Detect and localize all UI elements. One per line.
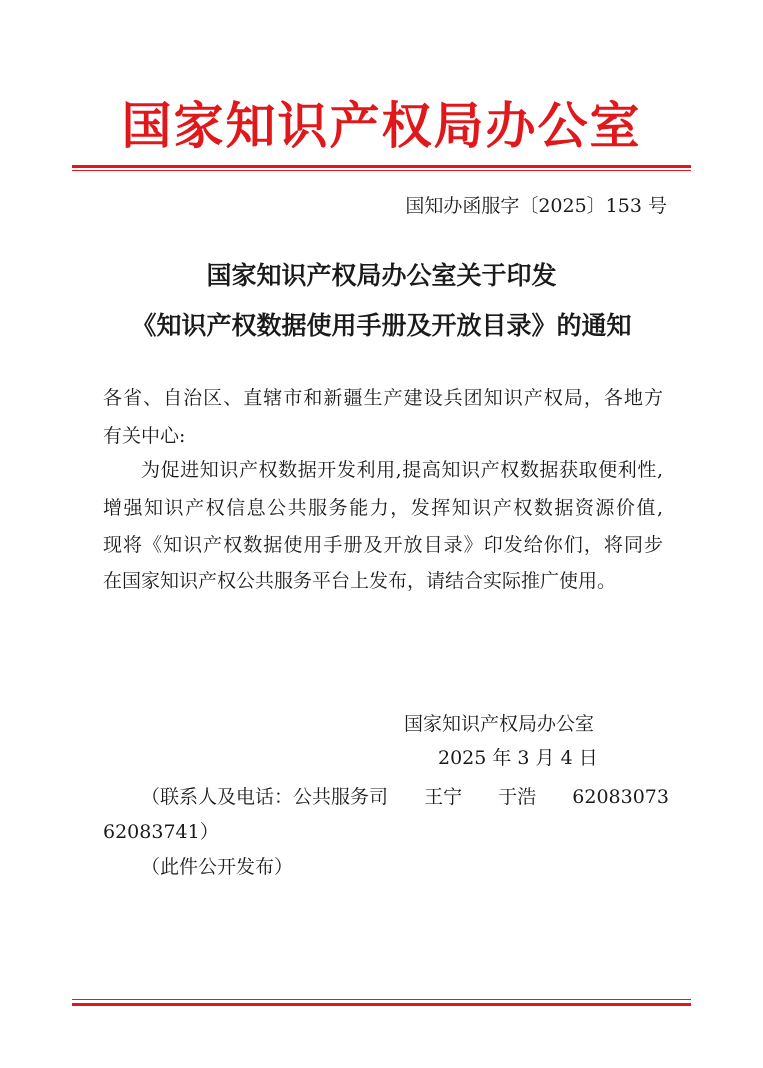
footer-divider-thick [72, 1003, 691, 1006]
footer-divider-thin [72, 999, 691, 1000]
contact-phone-1: 62083073 [572, 786, 669, 808]
document-number: 国知办函服字〔2025〕153 号 [405, 195, 667, 217]
contact-person-1: 王宁 [424, 786, 463, 808]
document-title-line-1: 国家知识产权局办公室关于印发 [206, 261, 557, 290]
contact-label: （联系人及电话：公共服务司 [141, 786, 389, 808]
public-release-note: （此件公开发布） [141, 856, 294, 878]
header-divider-thick [72, 165, 691, 168]
body-paragraph-line: 增强知识产权信息公共服务能力，发挥知识产权数据资源价值, [103, 497, 663, 519]
masthead-org-title: 国家知识产权局办公室 [121, 96, 642, 155]
header-divider-thin [72, 170, 691, 171]
recipients-line-2: 有关中心: [103, 425, 186, 447]
body-paragraph-line: 在国家知识产权公共服务平台上发布，请结合实际推广使用。 [103, 570, 617, 592]
contact-person-2: 于浩 [498, 786, 537, 808]
body-paragraph-line: 现将《知识产权数据使用手册及开放目录》印发给你们，将同步 [103, 534, 663, 556]
contact-phone-2: 62083741） [103, 821, 219, 843]
document-title-line-2: 《知识产权数据使用手册及开放目录》的通知 [131, 311, 632, 340]
body-paragraph-line: 为促进知识产权数据开发利用,提高知识产权数据获取便利性, [141, 459, 663, 481]
signature-organization: 国家知识产权局办公室 [404, 713, 595, 735]
recipients-line-1: 各省、自治区、直辖市和新疆生产建设兵团知识产权局，各地方 [103, 387, 663, 409]
contact-line [141, 783, 669, 811]
signature-date: 2025 年 3 月 4 日 [438, 747, 598, 769]
